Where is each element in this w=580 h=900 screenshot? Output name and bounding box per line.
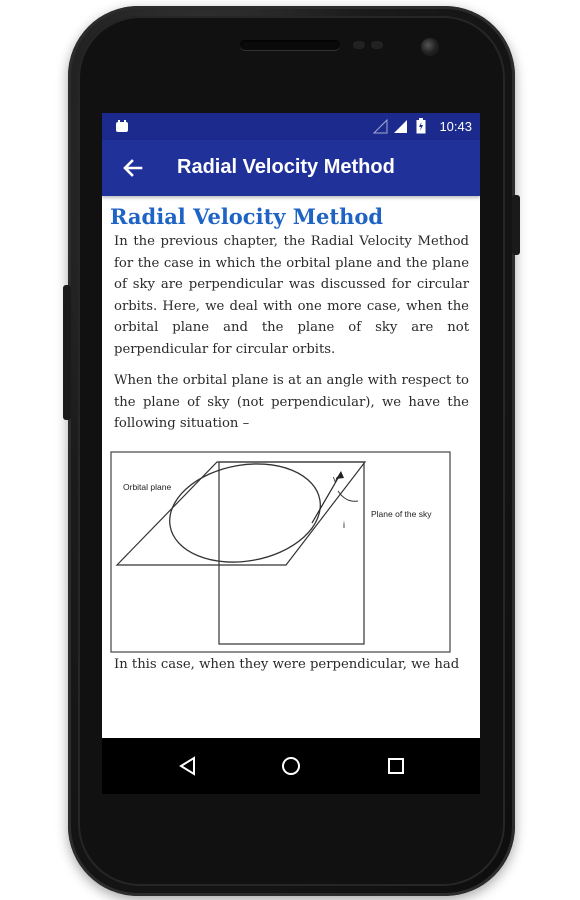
battery-icon	[416, 118, 426, 134]
proximity-sensor	[353, 41, 365, 49]
wifi-icon	[372, 119, 388, 134]
volume-button	[63, 285, 71, 420]
velocity-label: v	[333, 473, 338, 484]
power-button	[512, 195, 520, 255]
navigation-bar	[102, 738, 480, 794]
earpiece-speaker	[240, 40, 340, 50]
article-paragraph: In the previous chapter, the Radial Velocity Method for the case in which the orbital plane and the plane of sky are perpendicular was discussed for circular orbits. Here, we deal with one more case, when the orbital plane and the plane of sky are not perpendicular for circular orbits.	[114, 234, 469, 357]
signal-icon	[392, 119, 408, 134]
article-heading: Radial Velocity Method	[110, 204, 384, 229]
orbital-plane-label: Orbital plane	[123, 481, 172, 492]
front-camera	[421, 38, 439, 56]
notification-icon	[115, 119, 129, 133]
page-title: Radial Velocity Method	[177, 156, 395, 178]
article-paragraph: When the orbital plane is at an angle with respect to the plane of sky (not perpendicular), we have the following situation –	[114, 373, 469, 431]
status-bar	[102, 113, 480, 140]
screen	[102, 113, 480, 794]
back-triangle-icon[interactable]	[176, 754, 200, 778]
light-sensor	[371, 41, 383, 49]
inclination-label: i	[343, 519, 345, 530]
app-bar	[102, 140, 480, 196]
article-paragraph: In this case, when they were perpendicular, we had	[114, 656, 460, 672]
recents-square-icon[interactable]	[384, 754, 408, 778]
back-arrow-icon[interactable]	[120, 155, 146, 181]
orbit-diagram	[110, 451, 455, 655]
plane-of-sky-label: Plane of the sky	[371, 508, 432, 519]
home-circle-icon[interactable]	[279, 754, 303, 778]
article-content	[110, 203, 472, 675]
orbit-diagram-svg	[110, 451, 455, 655]
status-time: 10:43	[439, 119, 472, 134]
